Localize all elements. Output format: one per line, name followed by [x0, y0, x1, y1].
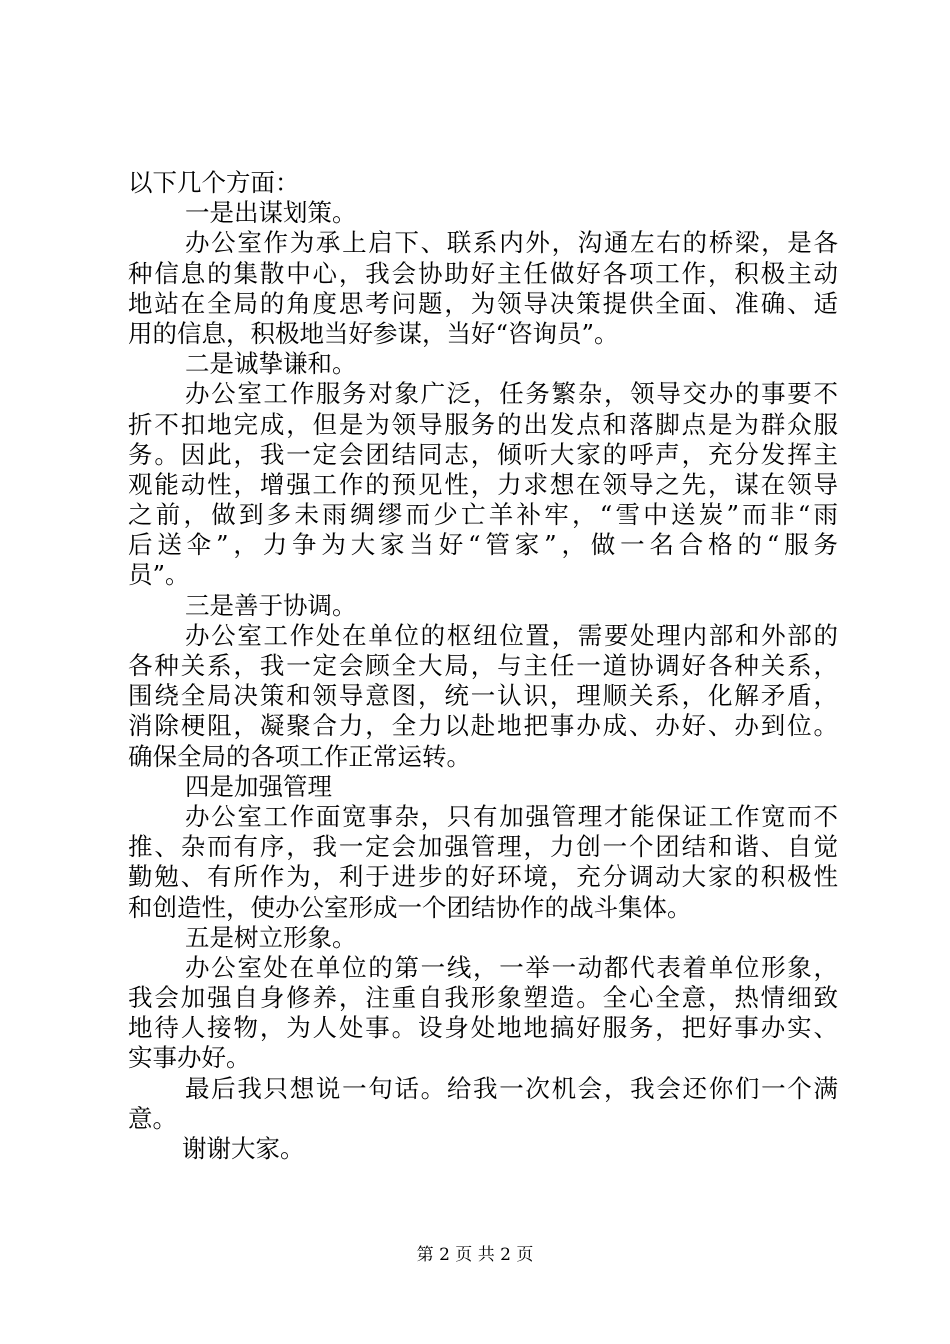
text-line: 办公室作为承上启下、联系内外，沟通左右的桥梁，是各 [185, 228, 838, 258]
text-line: 消除梗阻，凝聚合力，全力以赴地把事办成、办好、办到位。 [128, 711, 838, 741]
text-line: 务。因此，我一定会团结同志，倾听大家的呼声，充分发挥主 [128, 439, 838, 469]
text-line: 办公室处在单位的第一线，一举一动都代表着单位形象， [185, 952, 838, 982]
text-line: 勤勉、有所作为，利于进步的好环境，充分调动大家的积极性 [128, 862, 838, 892]
text-line: 我会加强自身修养，注重自我形象塑造。全心全意，热情细致 [128, 983, 838, 1013]
text-line: 确保全局的各项工作正常运转。 [128, 741, 471, 771]
text-line: 用的信息，积极地当好参谋，当好“咨询员”。 [128, 318, 619, 348]
text-line: 以下几个方面： [128, 168, 300, 197]
text-line: 办公室工作服务对象广泛，任务繁杂，领导交办的事要不 [185, 379, 838, 409]
text-line: 地站在全局的角度思考问题，为领导决策提供全面、准确、适 [128, 288, 838, 318]
text-line: 员”。 [128, 560, 190, 590]
text-line: 谢谢大家。 [182, 1134, 305, 1163]
text-line: 种信息的集散中心，我会协助好主任做好各项工作，积极主动 [128, 258, 838, 288]
text-line: 观能动性，增强工作的预见性，力求想在领导之先，谋在领导 [128, 469, 838, 499]
text-line: 推、杂而有序，我一定会加强管理，力创一个团结和谐、自觉 [128, 832, 838, 862]
text-line: 三是善于协调。 [185, 590, 357, 620]
text-line: 后送伞”，力争为大家当好“管家”，做一名合格的“服务 [128, 530, 838, 560]
text-line: 四是加强管理 [185, 771, 332, 801]
text-line: 办公室工作面宽事杂，只有加强管理才能保证工作宽而不 [185, 801, 838, 831]
text-line: 二是诚挚谦和。 [185, 349, 357, 379]
page-number-label: 第 2 页 共 2 页 [416, 1245, 534, 1265]
text-line: 五是树立形象。 [185, 922, 357, 952]
text-line: 办公室工作处在单位的枢纽位置，需要处理内部和外部的 [185, 620, 838, 650]
page-footer [0, 1244, 950, 1266]
text-line: 折不扣地完成，但是为领导服务的出发点和落脚点是为群众服 [128, 409, 838, 439]
text-line: 实事办好。 [128, 1043, 251, 1073]
text-line: 围绕全局决策和领导意图，统一认识，理顺关系，化解矛盾， [128, 681, 838, 711]
text-line: 之前，做到多未雨绸缪而少亡羊补牢，“雪中送炭”而非“雨 [128, 500, 838, 530]
text-line: 和创造性，使办公室形成一个团结协作的战斗集体。 [128, 892, 692, 922]
text-line: 一是出谋划策。 [185, 198, 357, 228]
text-line: 最后我只想说一句话。给我一次机会，我会还你们一个满 [185, 1073, 838, 1103]
document-body [128, 168, 838, 1164]
text-line: 意。 [128, 1103, 177, 1133]
text-line: 各种关系，我一定会顾全大局，与主任一道协调好各种关系， [128, 651, 838, 680]
text-line: 地待人接物，为人处事。设身处地地搞好服务，把好事办实、 [128, 1013, 838, 1043]
